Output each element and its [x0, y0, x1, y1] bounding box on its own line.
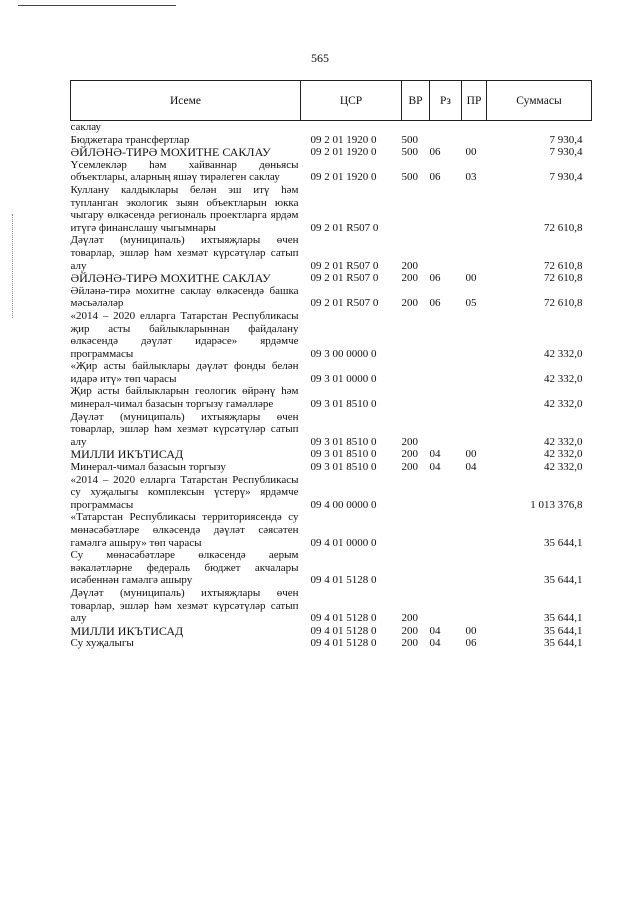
cell-csr: 09 2 01 1920 0	[310, 146, 377, 159]
margin-mark	[12, 214, 13, 318]
cell-csr: 09 3 00 0000 0	[310, 347, 377, 360]
cell-name: «2014 – 2020 елларга Татарстан Республикасы су хуҗалыгы комплексын үстерү» ярдәмче программасы	[70, 473, 299, 511]
cell-vr	[402, 184, 430, 234]
cell-pr	[462, 234, 487, 272]
cell-rz	[430, 234, 462, 272]
cell-rz	[430, 587, 462, 625]
cell-vr: 500	[401, 133, 418, 146]
table-row	[71, 385, 592, 410]
cell-sum: 35 644,1	[544, 637, 583, 650]
cell-pr: 00	[465, 448, 477, 461]
cell-csr: 09 3 01 8510 0	[310, 435, 377, 448]
cell-name: «Җир асты байлыклары дәүләт фонды белән идарә итү» төп чарасы	[70, 360, 299, 385]
cell-name: Дәүләт (муниципаль) ихтыяҗлары өчен товарлар, эшләр һәм хезмәт күрсәтүләр сатып алу	[70, 234, 299, 272]
cell-sum: 42 332,0	[544, 347, 583, 360]
cell-rz: 06	[429, 297, 441, 310]
cell-pr: 00	[465, 272, 477, 285]
cell-pr: 06	[465, 637, 477, 650]
table-row	[71, 285, 592, 310]
cell-rz: 04	[429, 624, 441, 637]
cell-vr: 500	[401, 171, 418, 184]
cell-name: «Татарстан Республикасы территориясендә су мөнәсәбәтләре өлкәсендә дәүләт сәясәтен гамәлгә ашыру» төп чарасы	[70, 511, 299, 549]
cell-rz	[430, 474, 462, 512]
table-body	[71, 121, 592, 650]
header-sum: Суммасы	[487, 81, 592, 121]
cell-vr: 200	[401, 624, 418, 637]
table-row	[71, 121, 592, 134]
cell-rz	[430, 549, 462, 587]
header-vr: ВР	[402, 81, 430, 121]
budget-table	[70, 80, 592, 650]
cell-rz	[430, 134, 462, 147]
cell-vr	[402, 549, 430, 587]
cell-vr: 200	[401, 259, 418, 272]
cell-vr	[402, 360, 430, 385]
cell-sum: 42 332,0	[544, 372, 583, 385]
cell-vr: 200	[401, 435, 418, 448]
cell-csr: 09 3 01 0000 0	[310, 372, 377, 385]
cell-rz: 06	[429, 171, 441, 184]
cell-vr	[402, 385, 430, 410]
cell-csr: 09 2 01 1920 0	[310, 133, 377, 146]
cell-sum: 42 332,0	[544, 461, 583, 474]
cell-csr: 09 4 00 0000 0	[310, 498, 377, 511]
cell-pr	[462, 121, 487, 134]
cell-pr: 04	[465, 461, 477, 474]
cell-name: МИЛЛИ ИКЪТИСАД	[70, 623, 184, 638]
cell-sum: 1 013 376,8	[530, 498, 583, 511]
cell-sum: 7 930,4	[549, 171, 583, 184]
cell-rz: 06	[429, 272, 441, 285]
cell-name: Бюджетара трансфертлар	[70, 133, 190, 146]
table-row	[71, 587, 592, 625]
table-row	[71, 474, 592, 512]
cell-sum: 35 644,1	[544, 612, 583, 625]
cell-name: МИЛЛИ ИКЪТИСАД	[70, 447, 184, 462]
cell-csr: 09 4 01 5128 0	[310, 612, 377, 625]
cell-sum: 35 644,1	[544, 536, 583, 549]
cell-rz	[430, 121, 462, 134]
table-row	[71, 184, 592, 234]
cell-name: Куллану калдыклары белән эш итү һәм тупланган экологик зыян объектларын юкка чыгару өлкәсендә региональ проектларга ярдәм итүгә финанслашу чыгымнары	[70, 183, 299, 234]
cell-rz: 04	[429, 637, 441, 650]
cell-sum: 72 610,8	[544, 221, 583, 234]
cell-name: Дәүләт (муниципаль) ихтыяҗлары өчен товарлар, эшләр һәм хезмәт күрсәтүләр сатып алу	[70, 410, 299, 448]
header-pr: ПР	[462, 81, 487, 121]
page-number: 565	[311, 51, 329, 65]
cell-name: Су мөнәсәбәтләре өлкәсендә аерым вәкаләтләрне федераль бюджет акчалары исәбеннән гамәлгә ашыру	[70, 549, 299, 587]
cell-sum: 7 930,4	[549, 146, 583, 159]
table-row	[71, 461, 592, 474]
table-row	[71, 549, 592, 587]
table-row	[71, 625, 592, 638]
cell-pr	[462, 134, 487, 147]
cell-sum: 72 610,8	[544, 297, 583, 310]
table-row	[71, 637, 592, 650]
cell-pr	[462, 411, 487, 449]
cell-sum: 35 644,1	[544, 574, 583, 587]
cell-name: «2014 – 2020 елларга Татарстан Республикасы җир асты байлыкларыннан файдалану өлкәсендә дәүләт идарәсе» ярдәмче программасы	[70, 309, 299, 360]
cell-vr: 200	[401, 297, 418, 310]
cell-name: саклау	[70, 121, 102, 133]
cell-vr	[402, 121, 430, 134]
cell-rz	[430, 411, 462, 449]
cell-pr	[462, 385, 487, 410]
cell-name: ӘЙЛӘНӘ-ТИРӘ МОХИТНЕ САКЛАУ	[70, 145, 271, 160]
cell-pr	[462, 360, 487, 385]
header-name: Исеме	[71, 81, 301, 121]
cell-sum: 72 610,8	[544, 272, 583, 285]
cell-csr: 09 4 01 5128 0	[310, 637, 377, 650]
cell-sum: 7 930,4	[549, 133, 583, 146]
header-row	[71, 81, 592, 121]
cell-sum: 42 332,0	[544, 435, 583, 448]
header-rz: Рз	[430, 81, 462, 121]
cell-csr: 09 4 01 0000 0	[310, 536, 377, 549]
cell-vr: 200	[401, 612, 418, 625]
cell-vr: 200	[401, 461, 418, 474]
cell-csr: 09 3 01 8510 0	[310, 448, 377, 461]
cell-csr	[301, 121, 402, 134]
cell-name: Җир асты байлыкларын геологик өйрәнү һәм минерал-чимал базасын торгызу гамәлләре	[70, 385, 299, 411]
cell-vr	[402, 511, 430, 549]
cell-rz	[430, 511, 462, 549]
cell-pr: 00	[465, 624, 477, 637]
cell-pr	[462, 184, 487, 234]
cell-csr: 09 4 01 5128 0	[310, 574, 377, 587]
table-row	[71, 310, 592, 360]
cell-name: Минерал-чимал базасын торгызу	[70, 461, 226, 474]
cell-sum: 42 332,0	[544, 448, 583, 461]
cell-rz	[430, 385, 462, 410]
cell-vr: 500	[401, 146, 418, 159]
cell-pr: 03	[465, 171, 477, 184]
cell-rz	[430, 360, 462, 385]
cell-vr	[402, 474, 430, 512]
cell-pr	[462, 474, 487, 512]
cell-vr: 200	[401, 448, 418, 461]
cell-pr	[462, 587, 487, 625]
top-rule	[18, 5, 176, 6]
table-header	[71, 81, 592, 121]
table-row	[71, 159, 592, 184]
cell-rz	[430, 184, 462, 234]
cell-name: Су хуҗалыгы	[70, 637, 134, 650]
cell-sum	[487, 121, 592, 134]
cell-sum: 42 332,0	[544, 398, 583, 411]
cell-vr: 200	[401, 637, 418, 650]
cell-vr	[402, 310, 430, 360]
cell-sum: 35 644,1	[544, 624, 583, 637]
cell-csr: 09 4 01 5128 0	[310, 624, 377, 637]
header-csr: ЦСР	[301, 81, 402, 121]
table-row	[71, 146, 592, 159]
cell-name: Үсемлекләр һәм хайваннар дөньясы объектлары, аларның яшәү тирәлеген саклау	[70, 158, 299, 184]
cell-pr: 05	[465, 297, 477, 310]
cell-pr: 00	[465, 146, 477, 159]
cell-rz: 04	[429, 448, 441, 461]
cell-pr	[462, 310, 487, 360]
cell-csr: 09 3 01 8510 0	[310, 461, 377, 474]
cell-name: Дәүләт (муниципаль) ихтыяҗлары өчен товарлар, эшләр һәм хезмәт күрсәтүләр сатып алу	[70, 586, 299, 625]
table-row	[71, 448, 592, 461]
cell-name: ӘЙЛӘНӘ-ТИРӘ МОХИТНЕ САКЛАУ	[70, 271, 271, 286]
cell-csr: 09 2 01 R507 0	[310, 259, 379, 272]
table-row	[71, 272, 592, 285]
table-row	[71, 234, 592, 272]
table-row	[71, 511, 592, 549]
cell-vr: 200	[401, 272, 418, 285]
cell-csr: 09 2 01 R507 0	[310, 272, 379, 285]
cell-pr	[462, 511, 487, 549]
cell-csr: 09 2 01 R507 0	[310, 297, 379, 310]
cell-sum: 72 610,8	[544, 259, 583, 272]
cell-rz: 06	[429, 146, 441, 159]
cell-rz	[430, 310, 462, 360]
cell-pr	[462, 549, 487, 587]
cell-csr: 09 2 01 R507 0	[310, 221, 379, 234]
cell-csr: 09 2 01 1920 0	[310, 171, 377, 184]
cell-csr: 09 3 01 8510 0	[310, 398, 377, 411]
cell-name: Әйләнә-тирә мохитне саклау өлкәсендә башка мәсьәләләр	[70, 284, 299, 310]
table-row	[71, 360, 592, 385]
table-row	[71, 411, 592, 449]
cell-rz: 04	[429, 461, 441, 474]
